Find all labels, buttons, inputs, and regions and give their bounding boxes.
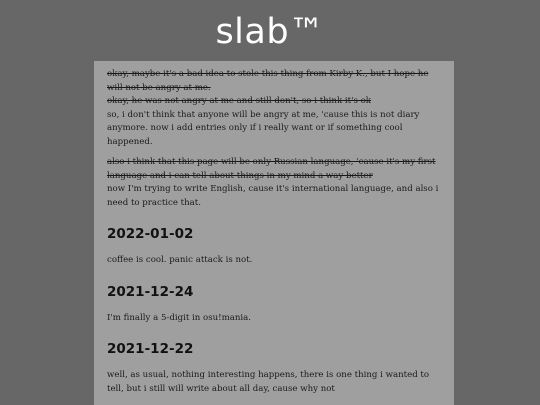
entry-text: I'm finally a 5-digit in osu!mania. [107, 312, 252, 323]
entry-date: 2022-01-02 [107, 226, 194, 242]
struck-note: okay, he was not angry at me and still don't, so i think it's ok [107, 96, 371, 106]
intro-block-2 [107, 156, 442, 210]
intro-text: now I'm trying to write English, cause it's international language, and also i need to practice that. [107, 184, 439, 208]
intro-block-1 [107, 68, 442, 149]
struck-note: also i think that this page will be only Russian language, 'cause it's my first language and i can tell about things in my mind a way better [107, 157, 436, 181]
intro-text: so, i don't think that anyone will be angry at me, 'cause this is not diary anymore. now i add entries only if i really want or if something cool happened. [107, 109, 420, 147]
struck-note: okay, maybe it's a bad idea to stole this thing from Kirby K., but I hope he will not be angry at me. [107, 69, 429, 93]
entry-text: coffee is cool. panic attack is not. [107, 255, 253, 265]
entry-date: 2021-12-24 [107, 283, 194, 300]
site-title: slab™ [215, 12, 325, 52]
content-panel [94, 61, 454, 405]
entry-text: well, as usual, nothing interesting happens, there is one thing i wanted to tell, but i still will write about all day, cause why not [107, 370, 430, 394]
entry-date: 2021-12-22 [107, 341, 194, 357]
